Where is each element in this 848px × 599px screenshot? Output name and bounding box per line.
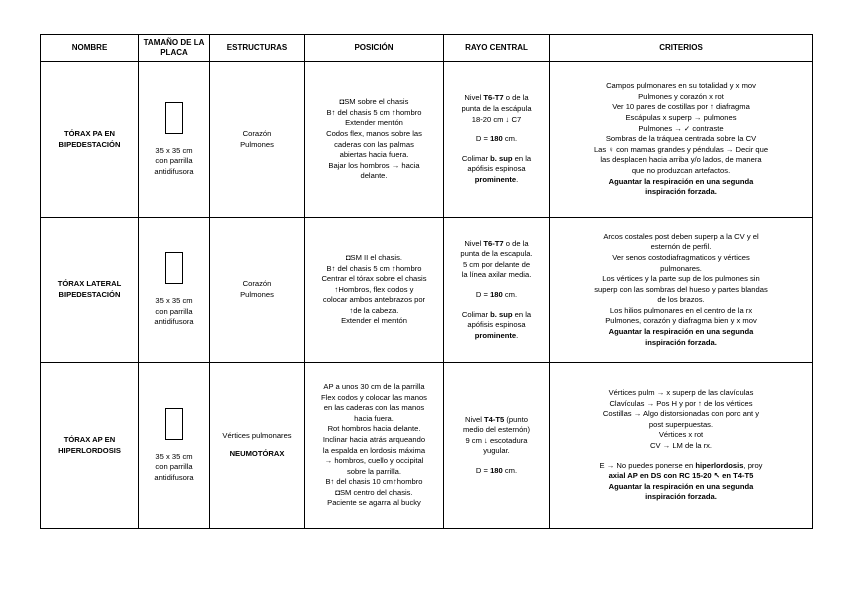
header-row (41, 35, 813, 62)
header-criterios: CRITERIOS (550, 35, 813, 62)
table-row (41, 218, 813, 363)
header-rayo-central: RAYO CENTRAL (444, 35, 550, 62)
row-posicion: ◘SM sobre el chasis B↑ del chasis 5 cm ↑hombro Extender mentón Codos flex, manos sobre las caderas con las palmas abiertas hacia fuera. Bajar los hombros → hacia delante. (305, 62, 444, 218)
table-row (41, 62, 813, 218)
header-posicion: POSICIÓN (305, 35, 444, 62)
row-placa: 35 x 35 cm con parrilla antidifusora (139, 62, 210, 218)
row-nombre: TÓRAX PA EN BIPEDESTACIÓN (41, 62, 139, 218)
row-estructuras: Corazón Pulmones (210, 62, 305, 218)
row-nombre: TÓRAX LATERAL BIPEDESTACIÓN (41, 218, 139, 363)
row-rayo-central: Nivel T4-T5 (punto medio del esternón) 9 cm ↓ escotadura yugular. D = 180 cm. (444, 363, 550, 529)
row-posicion: AP a unos 30 cm de la parrilla Flex codos y colocar las manos en las caderas con las manos hacia fuera. Rot hombros hacia delante. Inclinar hacia atrás arqueando la espalda en lordosis máxima → hombros, cuello y occipital sobre la parrilla. B↑ del chasis 10 cm↑hombro ◘SM centro del chasis. Paciente se agarra al bucky (305, 363, 444, 529)
header-tamano-placa: TAMAÑO DE LA PLACA (139, 35, 210, 62)
row-posicion: ◘SM II el chasis. B↑ del chasis 5 cm ↑hombro Centrar el tórax sobre el chasis ↑Hombros, flex codos y colocar ambos antebrazos por ↑de la cabeza. Extender el mentón (305, 218, 444, 363)
row-placa: 35 x 35 cm con parrilla antidifusora (139, 363, 210, 529)
row-criterios: Arcos costales post deben superp a la CV y el esternón de perfil. Ver senos costodiafragmaticos y vértices pulmonares. Los vértices y la parte sup de los pulmones sin superp con las sombras del hueso y partes blandas de los brazos. Los hilios pulmonares en el centro de la rx Pulmones, corazón y diafragma bien y x mov Aguantar la respiración en una segunda inspiración forzada. (550, 218, 813, 363)
header-nombre: NOMBRE (41, 35, 139, 62)
plate-icon (165, 408, 183, 440)
header-estructuras: ESTRUCTURAS (210, 35, 305, 62)
table-row (41, 363, 813, 529)
row-nombre: TÓRAX AP EN HIPERLORDOSIS (41, 363, 139, 529)
row-criterios: Vértices pulm → x superp de las clavículas Clavículas → Pos H y por ↑ de los vértices Costillas → Algo distorsionadas con porc ant y post superpuestas. Vértices x rot CV → LM de la rx. E → No puedes ponerse en hiperlordosis, proy axial AP en DS con RC 15-20 ↖ en T4-T5 Aguantar la respiración en una segunda inspiración forzada. (550, 363, 813, 529)
radiography-table (40, 34, 813, 529)
plate-icon (165, 102, 183, 134)
row-placa: 35 x 35 cm con parrilla antidifusora (139, 218, 210, 363)
row-rayo-central: Nivel T6-T7 o de la punta de la escápula 18-20 cm ↓ C7 D = 180 cm. Colimar b. sup en la apófisis espinosa prominente. (444, 62, 550, 218)
row-estructuras: Vértices pulmonares NEUMOTÓRAX (210, 363, 305, 529)
plate-icon (165, 252, 183, 284)
row-estructuras: Corazón Pulmones (210, 218, 305, 363)
row-criterios: Campos pulmonares en su totalidad y x mov Pulmones y corazón x rot Ver 10 pares de costillas por ↑ diafragma Escápulas x superp → pulmones Pulmones → ✓ contraste Sombras de la tráquea centrada sobre la CV Las ♀ con mamas grandes y péndulas → Decir que las desplacen hacia arriba y/o lados, de manera que no produzcan artefactos. Aguantar la respiración en una segunda inspiración forzada. (550, 62, 813, 218)
row-rayo-central: Nivel T6-T7 o de la punta de la escapula. 5 cm por delante de la línea axilar media. D = 180 cm. Colimar b. sup en la apófisis espinosa prominente. (444, 218, 550, 363)
